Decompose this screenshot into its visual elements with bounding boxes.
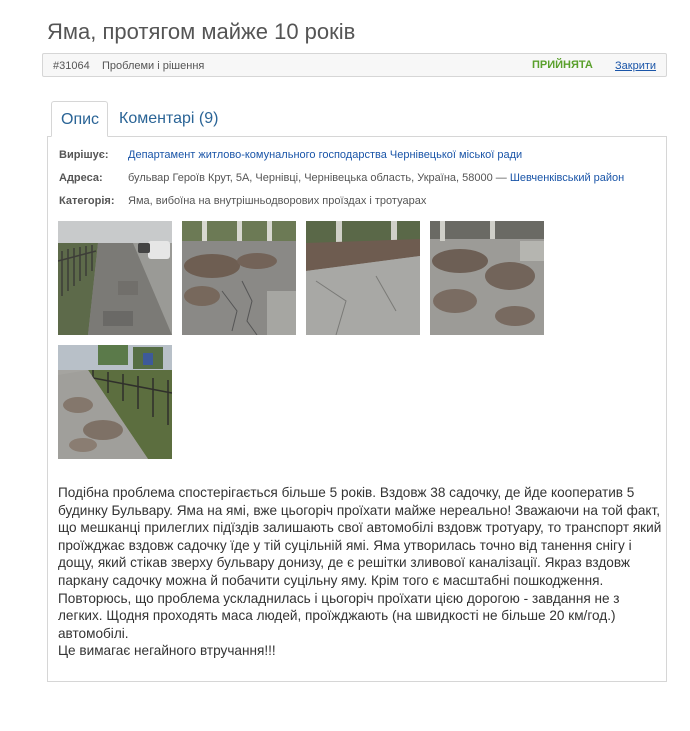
photo-thumbnail-3[interactable] [306,221,420,335]
issue-category-label: Проблеми і рішення [102,60,205,72]
district-link[interactable]: Шевченківський район [509,172,625,184]
tab-description[interactable]: Опис [51,101,108,137]
address-value [128,172,624,184]
close-link[interactable]: Закрити [615,60,657,72]
issue-id: #31064 [53,60,90,72]
issue-meta-bar [42,53,667,77]
issue-content-panel [47,136,667,682]
category-value: Яма, вибоїна на внутрішньодворових проїздах і тротуарах [128,195,427,207]
tab-comments[interactable]: Коментарі (9) [119,110,219,127]
status-badge: ПРИЙНЯТА [532,59,593,71]
resolver-link[interactable]: Департамент житлово-комунального господарства Чернівецької міської ради [128,149,523,161]
resolver-label: Вирішує: [59,149,109,161]
photo-thumbnail-2[interactable] [182,221,296,335]
photo-thumbnail-5[interactable] [58,345,172,459]
description-paragraph-2: Повторюсь, що проблема ускладнилась і цьогоріч проїхати цією дорогою - завдання не з легких. Щодня проходять маса людей, проїжджають (на швидкості не більше 20 км/год.) автомобілі. [58,590,620,641]
page-title: Яма, протягом майже 10 років [47,19,356,44]
photo-thumbnail-1[interactable] [58,221,172,335]
category-label: Категорія: [59,195,115,207]
address-text: бульвар Героїв Крут, 5А, Чернівці, Чернівецька область, Україна, 58000 — [128,172,507,184]
description-paragraph-1: Подібна проблема спостерігається більше 5 років. Вздовж 38 садочку, де йде кооператив 5 будинку Бульвару. Яма на ямі, вже цьогоріч проїхати майже нереально! Зважаючи на той факт, що мешканці прилеглих підїздів залишають свої автомобілі вздовж тротуару, то транспорт який проїжджає вздовж садочку їде у тій суцільній ямі. Яма утворилась точно від танення снігу і дощу, який стікав зверху бульвару донизу, де є решітки зливової каналізації. Якраз вздовж паркану садочку можна й побачити суцільну яму. Крім того є масштабні пошкодження. [58,485,662,588]
photo-thumbnail-4[interactable] [430,221,544,335]
address-label: Адреса: [59,172,103,184]
description-paragraph-3: Це вимагає негайного втручання!!! [58,643,276,659]
issue-description [58,484,662,660]
